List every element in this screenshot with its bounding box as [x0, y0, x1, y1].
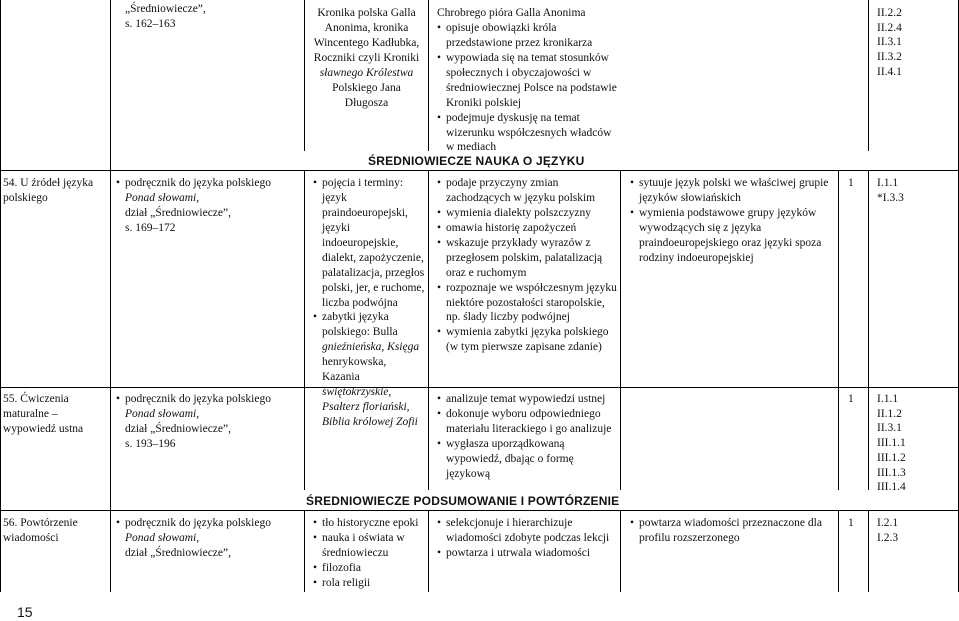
code: II.4.1 — [877, 65, 902, 78]
codes-cell — [877, 176, 957, 205]
column-divider — [304, 0, 305, 151]
column-divider — [0, 0, 1, 592]
requirement-item: • wskazuje przykłady wyrazów z przegłosem polskim, palatalizacją oraz e ruchomym — [437, 236, 620, 281]
column-divider — [868, 0, 869, 151]
code: I.2.3 — [877, 531, 899, 544]
requirement-item: • dokonuje wyboru odpowiedniego materiału literackiego i go analizuje — [437, 407, 620, 437]
code: II.3.2 — [877, 51, 902, 64]
page-number: 15 — [17, 604, 33, 620]
requirement-item: • omawia historię zapożyczeń — [437, 221, 620, 236]
lesson-title: 55. Ćwiczenia maturalne – wypowiedź ustna — [3, 393, 84, 435]
column-divider — [428, 0, 429, 151]
requirement-item: • opisuje obowiązki króla przedstawione przez kronikarza — [437, 21, 620, 51]
basic-requirements-cell — [437, 176, 620, 355]
source-line: s. 162–163 — [125, 17, 176, 30]
codes-cell — [877, 392, 957, 495]
column-divider — [838, 510, 839, 592]
code: II.2.4 — [877, 21, 902, 34]
top-content-cell — [306, 6, 427, 111]
column-divider — [428, 510, 429, 592]
code: III.1.4 — [877, 481, 906, 494]
content-line: Wincentego Kadłubka, — [313, 36, 420, 49]
requirement-item: • wymienia zabytki języka polskiego (w tym pierwsze zapisane zdanie) — [437, 325, 620, 355]
source-item: • podręcznik do języka polskiego Ponad słowami, dział „Średniowiecze”, s. 193–196 — [116, 392, 301, 452]
content-item: • zabytki języka polskiego: Bulla gnieźnieńska, Księga henrykowska, Kazania świętokrzyskie, Psałterz floriański, Biblia królowej Zofii — [313, 310, 425, 430]
lesson-title: 54. U źródeł języka polskiego — [3, 177, 94, 204]
extended-requirements-cell — [630, 516, 835, 546]
column-divider — [304, 170, 305, 490]
requirement-text: Chrobrego pióra Galla Anonima — [437, 7, 586, 19]
requirement-item: • wymienia podstawowe grupy języków wywodzących się z języka praindoeuropejskiego oraz języki spoza rodziny indoeuropejskiej — [630, 206, 835, 266]
requirement-item: • wymienia dialekty polszczyzny — [437, 206, 620, 221]
source-line: „Średniowiecze”, — [125, 3, 206, 15]
requirement-item: • rozpoznaje we współczesnym języku niektóre pozostałości staropolskie, np. ślady liczby podwójnej — [437, 281, 620, 326]
top-codes-cell — [877, 6, 957, 80]
content-item: • nauka i oświata w średniowieczu — [313, 531, 425, 561]
column-divider — [110, 0, 111, 592]
requirement-item: • powtarza i utrwala wiadomości — [437, 546, 620, 561]
content-item: • rola religii — [313, 576, 425, 591]
code: III.1.2 — [877, 451, 906, 464]
requirement-item: • powtarza wiadomości przeznaczone dla profilu rozszerzonego — [630, 516, 835, 546]
requirement-item: • selekcjonuje i hierarchizuje wiadomości zdobyte podczas lekcji — [437, 516, 620, 546]
requirement-item: • wygłasza uporządkowaną wypowiedź, dbając o formę językową — [437, 437, 620, 482]
content-line: sławnego Królestwa — [319, 66, 414, 79]
requirement-item: • analizuje temat wypowiedzi ustnej — [437, 392, 620, 407]
extended-requirements-cell — [630, 176, 835, 266]
code: II.3.1 — [877, 422, 902, 435]
requirement-item: • sytuuje język polski we właściwej grupie języków słowiańskich — [630, 176, 835, 206]
top-requirements-cell — [437, 6, 620, 155]
content-cell — [313, 516, 425, 591]
column-divider — [428, 170, 429, 490]
row-divider — [0, 510, 959, 511]
code: I.2.1 — [877, 517, 899, 529]
code: *I.3.3 — [877, 191, 904, 204]
basic-requirements-cell — [437, 392, 620, 482]
code: I.1.1 — [877, 177, 899, 189]
lesson-title: 56. Powtórzenie wiadomości — [3, 517, 78, 544]
source-item: • podręcznik do języka polskiego Ponad słowami, dział „Średniowiecze”, — [116, 516, 301, 561]
column-divider — [868, 510, 869, 592]
source-cell — [116, 176, 301, 236]
content-line: Kronika polska Galla — [317, 7, 416, 19]
hours: 1 — [848, 177, 854, 189]
requirement-item: • podaje przyczyny zmian zachodzących w języku polskim — [437, 176, 620, 206]
code: II.1.2 — [877, 407, 902, 420]
code: II.2.2 — [877, 7, 902, 19]
basic-requirements-cell — [437, 516, 620, 561]
source-cell — [116, 392, 301, 452]
content-item: • filozofia — [313, 561, 425, 576]
column-divider — [620, 170, 621, 490]
content-line: Długosza — [344, 96, 389, 109]
requirement-item: • podejmuje dyskusję na temat wizerunku współczesnych władców w mediach — [437, 111, 620, 156]
codes-cell — [877, 516, 957, 545]
row-divider — [0, 170, 959, 171]
section-banner: ŚREDNIOWIECZE PODSUMOWANIE I POWTÓRZENIE — [306, 494, 620, 508]
content-item: • pojęcia i terminy: język praindoeuropejski, języki indoeuropejskie, dialekt, zapożyczenie, palatalizacja, przegłos polski, jer, e ruchome, liczba podwójna — [313, 176, 425, 310]
section-banner: ŚREDNIOWIECZE NAUKA O JĘZYKU — [368, 154, 585, 168]
code: I.1.1 — [877, 393, 899, 405]
column-divider — [868, 170, 869, 490]
hours: 1 — [848, 517, 854, 529]
content-cell — [313, 176, 425, 430]
code: II.3.1 — [877, 36, 902, 49]
content-line: Polskiego Jana — [332, 81, 401, 94]
content-item: • tło historyczne epoki — [313, 516, 425, 531]
column-divider — [620, 510, 621, 592]
column-divider — [304, 510, 305, 592]
column-divider — [838, 170, 839, 490]
source-cell — [116, 516, 301, 561]
source-item: • podręcznik do języka polskiego Ponad słowami, dział „Średniowiecze”, s. 169–172 — [116, 176, 301, 236]
hours: 1 — [848, 393, 854, 405]
content-line: Roczniki czyli Kroniki — [313, 51, 420, 64]
top-source-cell — [116, 2, 301, 32]
requirement-item: • wypowiada się na temat stosunków społecznych i obyczajowości w średniowiecznej Polsce na podstawie Kroniki polskiej — [437, 51, 620, 111]
code: III.1.1 — [877, 437, 906, 450]
row-divider — [0, 387, 959, 388]
code: III.1.3 — [877, 466, 906, 479]
content-line: Anonima, kronika — [324, 21, 409, 34]
